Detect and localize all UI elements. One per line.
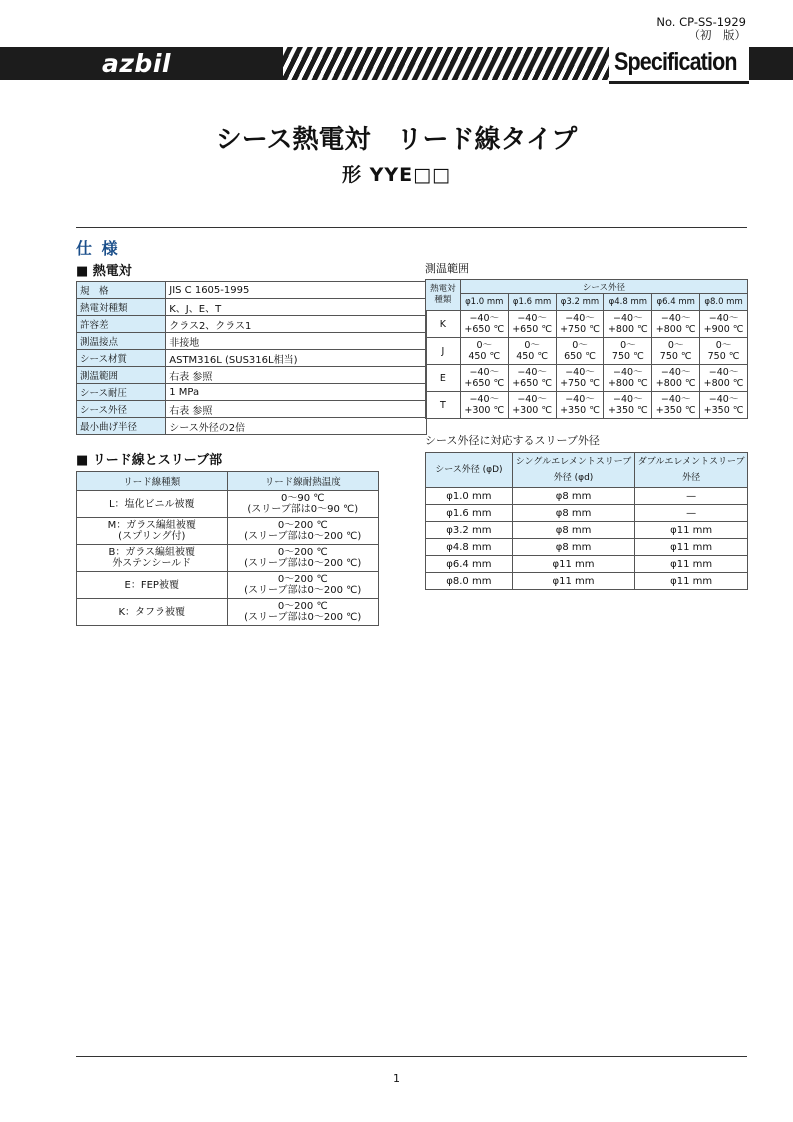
spec-value: 1 MPa	[166, 384, 427, 401]
range-value-line: −40～	[613, 313, 643, 324]
range-value-cell	[604, 311, 652, 338]
range-value-line: 750 ℃	[707, 351, 740, 362]
edition-label: （初 版）	[688, 28, 746, 42]
range-value-line: +650 ℃	[464, 378, 505, 389]
range-value-cell	[508, 311, 556, 338]
header-banner	[0, 43, 793, 86]
sleeve-cell: φ4.8 mm	[426, 539, 513, 556]
range-value-cell	[508, 338, 556, 365]
range-diameter-header: φ8.0 mm	[700, 294, 748, 311]
sleeve-row	[426, 539, 748, 556]
sleeve-cell: φ11 mm	[512, 556, 635, 573]
range-value-line: +650 ℃	[512, 378, 552, 389]
document-number: No. CP-SS-1929	[656, 15, 746, 29]
range-value-cell	[604, 338, 652, 365]
spec-value: K、J、E、T	[166, 299, 427, 316]
range-value-line: +800 ℃	[703, 378, 744, 389]
spec-label: シース外径	[77, 401, 166, 418]
section-title: 仕 様	[76, 239, 120, 258]
lead-temp-cell	[227, 572, 379, 599]
spec-row	[77, 384, 427, 401]
spec-value: JIS C 1605-1995	[166, 282, 427, 299]
lead-type-line: B：ガラス編組被覆	[108, 547, 196, 558]
range-value-line: 0～	[715, 340, 732, 351]
lead-temp-line: 0～200 ℃	[277, 574, 328, 585]
lead-temp-line: (スリーブ部は0～200 ℃)	[244, 558, 362, 569]
spec-value: シース外径の2倍	[166, 418, 427, 435]
range-value-cell	[556, 392, 604, 419]
range-value-line: −40～	[660, 394, 691, 405]
spec-label: 測温範囲	[77, 367, 166, 384]
range-value-cell	[700, 365, 748, 392]
sleeve-header-line: シングルエレメントスリーブ	[515, 457, 632, 467]
range-value-line: +350 ℃	[560, 405, 600, 416]
range-value-line: +800 ℃	[655, 378, 696, 389]
range-value-cell	[700, 392, 748, 419]
sleeve-cell: φ3.2 mm	[426, 522, 513, 539]
range-value-line: +650 ℃	[512, 324, 552, 335]
lead-row	[77, 491, 379, 518]
sleeve-cell: φ1.6 mm	[426, 505, 513, 522]
lead-temp-line: 0～200 ℃	[277, 601, 328, 612]
range-value-line: 450 ℃	[468, 351, 501, 362]
range-type-cell: E	[426, 365, 461, 392]
range-value-line: +300 ℃	[464, 405, 505, 416]
range-value-line: −40～	[613, 394, 643, 405]
sleeve-header-cell	[426, 453, 513, 488]
spec-label: Specification	[614, 48, 737, 76]
range-value-line: 0～	[524, 340, 540, 351]
range-value-line: +350 ℃	[607, 405, 648, 416]
range-value-line: 750 ℃	[659, 351, 692, 362]
lead-temp-cell	[227, 599, 379, 626]
range-value-cell	[460, 311, 508, 338]
model-number: 形 YYE□□	[341, 164, 451, 186]
range-value-line: 0～	[620, 340, 636, 351]
lead-wire-table	[76, 471, 379, 626]
spec-label: シース材質	[77, 350, 166, 367]
sleeve-cell: φ8 mm	[512, 522, 635, 539]
lead-header-temp: リード線耐熱温度	[227, 472, 379, 491]
range-diameter-header: φ6.4 mm	[652, 294, 700, 311]
spec-label: 最小曲げ半径	[77, 418, 166, 435]
lead-type-cell	[77, 572, 228, 599]
spec-value: ASTM316L (SUS316L相当)	[166, 350, 427, 367]
range-value-line: 750 ℃	[611, 351, 644, 362]
sleeve-cell: —	[635, 488, 748, 505]
range-value-cell	[700, 311, 748, 338]
sleeve-header-line: ダブルエレメントスリーブ	[637, 457, 745, 467]
lead-heading: ■ リード線とスリーブ部	[76, 453, 223, 468]
lead-row	[77, 599, 379, 626]
lead-temp-line: 0～200 ℃	[277, 547, 328, 558]
lead-temp-cell	[227, 518, 379, 545]
range-value-cell	[652, 311, 700, 338]
range-value-cell	[508, 365, 556, 392]
range-value-line: −40～	[517, 313, 547, 324]
spec-label: シース耐圧	[77, 384, 166, 401]
spec-value: 右表 参照	[166, 401, 427, 418]
range-value-cell	[508, 392, 556, 419]
range-group-header: シース外径	[460, 280, 747, 294]
range-type-cell: T	[426, 392, 461, 419]
top-divider	[76, 227, 747, 228]
range-value-line: −40～	[660, 367, 691, 378]
range-value-cell	[652, 392, 700, 419]
range-corner-line: 種類	[434, 295, 452, 305]
range-value-cell	[556, 365, 604, 392]
range-value-cell	[460, 365, 508, 392]
range-value-line: −40～	[469, 313, 500, 324]
lead-type-line: (スプリング付)	[118, 531, 186, 542]
range-value-cell	[556, 311, 604, 338]
spec-row	[77, 401, 427, 418]
range-value-line: +350 ℃	[703, 405, 744, 416]
range-value-line: +800 ℃	[655, 324, 696, 335]
lead-type-cell	[77, 545, 228, 572]
lead-header-type: リード線種類	[77, 472, 228, 491]
thermocouple-spec-table	[76, 281, 427, 435]
range-value-cell	[652, 365, 700, 392]
sleeve-row	[426, 488, 748, 505]
sleeve-cell: φ8.0 mm	[426, 573, 513, 590]
range-value-line: −40～	[708, 367, 739, 378]
sleeve-row	[426, 556, 748, 573]
sleeve-heading: シース外径に対応するスリーブ外径	[425, 434, 600, 447]
range-type-cell: J	[426, 338, 461, 365]
range-value-cell	[652, 338, 700, 365]
spec-row	[77, 350, 427, 367]
spec-value: クラス2、クラス1	[166, 316, 427, 333]
lead-row	[77, 572, 379, 599]
range-value-line: −40～	[469, 367, 500, 378]
range-value-line: +350 ℃	[655, 405, 696, 416]
sleeve-cell: φ11 mm	[635, 573, 748, 590]
spec-label: 熱電対種類	[77, 299, 166, 316]
sleeve-cell: φ8 mm	[512, 488, 635, 505]
range-value-line: +800 ℃	[607, 378, 648, 389]
range-value-line: +900 ℃	[703, 324, 744, 335]
range-value-line: −40～	[565, 394, 595, 405]
banner-stripes	[283, 47, 609, 80]
sleeve-header-line: 外径	[682, 473, 701, 483]
lead-row	[77, 518, 379, 545]
range-value-line: +750 ℃	[560, 324, 600, 335]
sleeve-cell: φ6.4 mm	[426, 556, 513, 573]
range-value-line: +300 ℃	[512, 405, 552, 416]
lead-temp-line: 0～200 ℃	[277, 520, 328, 531]
sleeve-row	[426, 505, 748, 522]
range-corner-header	[426, 280, 461, 311]
sleeve-diameter-table	[425, 452, 748, 590]
range-value-cell	[604, 365, 652, 392]
sleeve-cell: —	[635, 505, 748, 522]
sleeve-header-cell	[512, 453, 635, 488]
range-value-line: −40～	[708, 313, 739, 324]
range-diameter-header: φ4.8 mm	[604, 294, 652, 311]
range-value-line: 0～	[476, 340, 493, 351]
lead-temp-line: (スリーブ部は0～200 ℃)	[244, 585, 362, 596]
sleeve-cell: φ11 mm	[635, 522, 748, 539]
lead-type-cell	[77, 599, 228, 626]
document-number-block	[656, 16, 746, 42]
range-diameter-header: φ1.6 mm	[508, 294, 556, 311]
sleeve-header-line: 外径 (φd)	[553, 473, 594, 483]
lead-type-line: L：塩化ビニル被覆	[108, 498, 195, 510]
range-value-cell	[460, 338, 508, 365]
lead-temp-line: (スリーブ部は0～90 ℃)	[247, 504, 359, 515]
range-value-line: −40～	[469, 394, 500, 405]
range-value-line: −40～	[565, 313, 595, 324]
lead-type-line: M：ガラス編組被覆	[107, 520, 196, 531]
range-row	[426, 338, 748, 365]
brand-logo: azbil	[102, 49, 171, 78]
range-value-cell	[460, 392, 508, 419]
spec-label: 許容差	[77, 316, 166, 333]
range-value-line: 450 ℃	[516, 351, 549, 362]
lead-temp-cell	[227, 491, 379, 518]
spec-value: 非接地	[166, 333, 427, 350]
temperature-range-table	[425, 279, 748, 419]
page-number: 1	[393, 1072, 400, 1085]
lead-temp-cell	[227, 545, 379, 572]
sleeve-row	[426, 522, 748, 539]
range-value-line: 0～	[572, 340, 588, 351]
sleeve-cell: φ11 mm	[635, 556, 748, 573]
thermocouple-heading: ■ 熱電対	[76, 264, 132, 279]
range-value-line: 0～	[667, 340, 684, 351]
spec-label: 測温接点	[77, 333, 166, 350]
sleeve-cell: φ8 mm	[512, 539, 635, 556]
range-value-line: +800 ℃	[607, 324, 648, 335]
range-value-line: −40～	[517, 367, 547, 378]
sleeve-cell: φ11 mm	[512, 573, 635, 590]
lead-temp-line: 0～90 ℃	[281, 493, 325, 504]
lead-type-cell	[77, 518, 228, 545]
range-value-line: +650 ℃	[464, 324, 505, 335]
range-type-cell: K	[426, 311, 461, 338]
spec-row	[77, 316, 427, 333]
spec-row	[77, 333, 427, 350]
spec-value: 右表 参照	[166, 367, 427, 384]
range-value-line: −40～	[708, 394, 739, 405]
range-corner-line: 熱電対	[430, 284, 456, 294]
sleeve-header-line: シース外径 (φD)	[435, 465, 503, 475]
spec-row	[77, 282, 427, 299]
lead-type-line: 外ステンシールド	[112, 558, 192, 569]
range-value-line: −40～	[565, 367, 595, 378]
lead-row	[77, 545, 379, 572]
sleeve-row	[426, 573, 748, 590]
spec-row	[77, 367, 427, 384]
bottom-divider	[76, 1056, 747, 1057]
range-value-cell	[604, 392, 652, 419]
range-value-cell	[556, 338, 604, 365]
lead-temp-line: (スリーブ部は0～200 ℃)	[244, 531, 362, 542]
range-diameter-header: φ1.0 mm	[460, 294, 508, 311]
range-value-line: −40～	[660, 313, 691, 324]
range-value-cell	[700, 338, 748, 365]
sleeve-cell: φ8 mm	[512, 505, 635, 522]
range-value-line: +750 ℃	[560, 378, 600, 389]
sleeve-cell: φ11 mm	[635, 539, 748, 556]
range-row	[426, 311, 748, 338]
lead-type-line: K：タフラ被覆	[118, 606, 186, 618]
range-heading: 測温範囲	[425, 262, 469, 275]
range-value-line: −40～	[613, 367, 643, 378]
range-row	[426, 392, 748, 419]
spec-row	[77, 418, 427, 435]
range-value-line: −40～	[517, 394, 547, 405]
range-row	[426, 365, 748, 392]
spec-label: 規 格	[77, 282, 166, 299]
page-title: シース熱電対 リード線タイプ	[215, 125, 578, 155]
sleeve-cell: φ1.0 mm	[426, 488, 513, 505]
range-diameter-header: φ3.2 mm	[556, 294, 604, 311]
spec-row	[77, 299, 427, 316]
lead-temp-line: (スリーブ部は0～200 ℃)	[244, 612, 362, 623]
sleeve-header-cell	[635, 453, 748, 488]
range-value-line: 650 ℃	[564, 351, 596, 362]
lead-type-line: E：FEP被覆	[124, 579, 179, 591]
lead-type-cell	[77, 491, 228, 518]
